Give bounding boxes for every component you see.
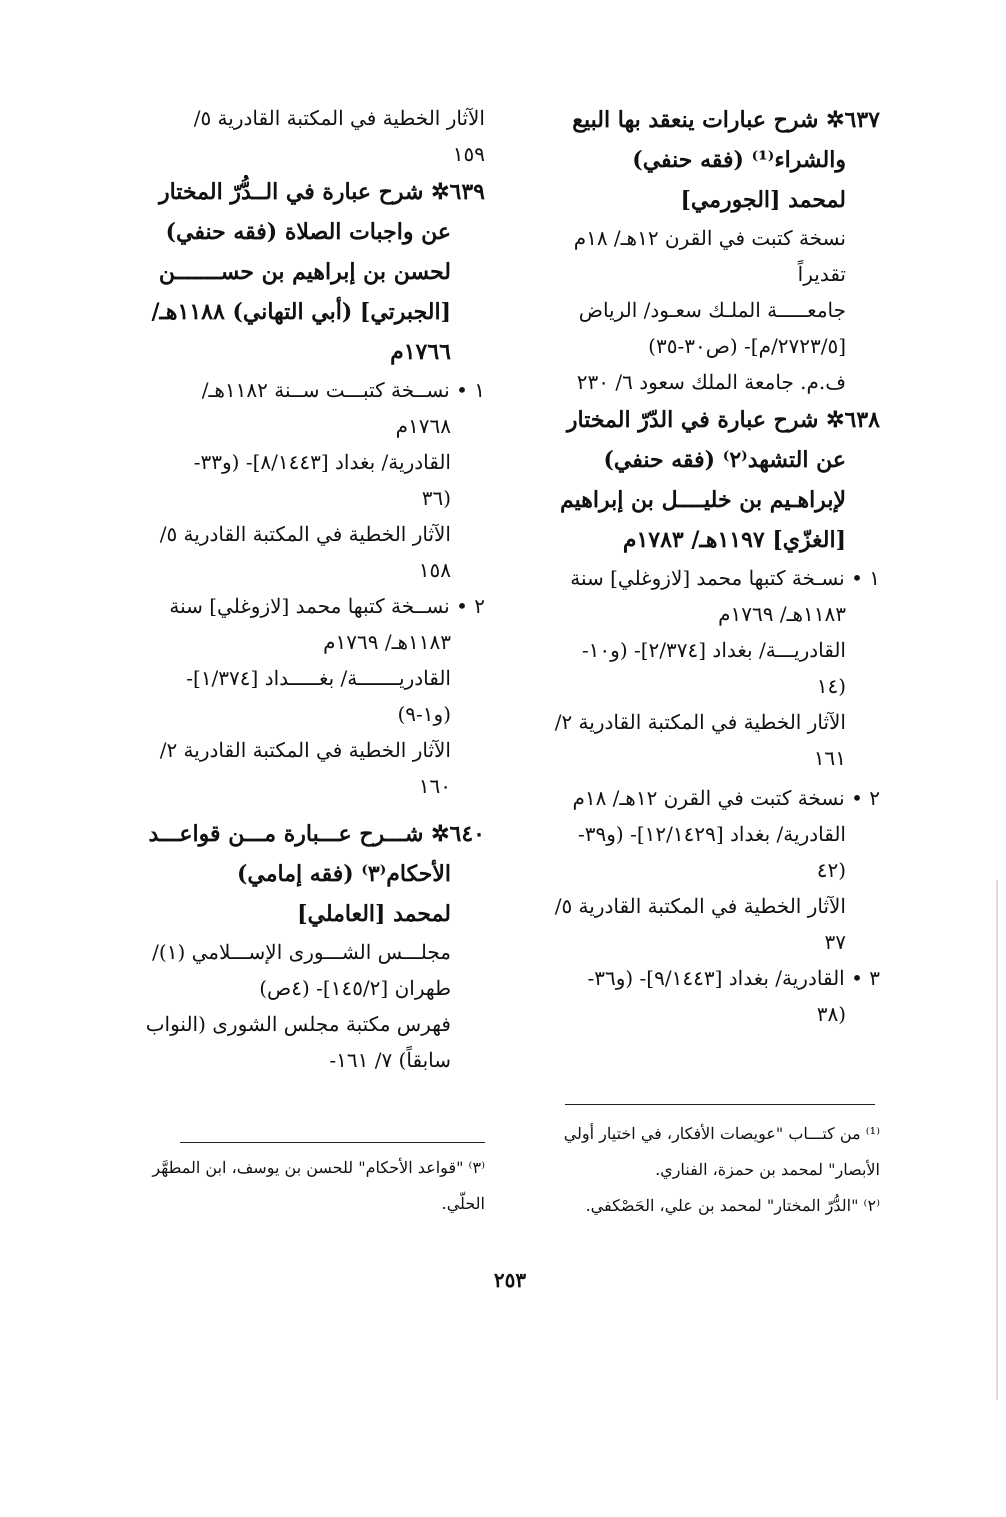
entry-637-detail: ف.م. جامعة الملك سعود ٦/ ٢٣٠ <box>576 370 846 394</box>
entry-638-author: لإبراهـيم بن خليــــل بن إبراهيم <box>560 487 846 513</box>
entry-639 <box>140 172 485 804</box>
entry-637 <box>530 100 880 400</box>
footnote-separator <box>565 1104 875 1105</box>
copy-line: ٢ • نسخة كتبت في القرن ١٢هـ/ ١٨م <box>572 786 880 810</box>
footnote-separator <box>180 1142 485 1143</box>
copy-line: ٣٨) <box>816 1002 846 1026</box>
copy-line: ١ • نســخة كتبـــت ســنة ١١٨٢هـ/ <box>201 378 485 402</box>
entry-638-title: ٦٣٨✲ شرح عبارة في الدّرّ المختار <box>566 407 880 433</box>
entry-638-title-cont: عن التشهد⁽٢⁾ (فقه حنفي) <box>603 447 846 473</box>
copy-detail: القادرية/ بغداد [١٢/١٤٢٩]- (و٣٩- <box>578 822 846 846</box>
copy-detail: ٤٢) <box>816 858 846 882</box>
copy-detail: الآثار الخطية في المكتبة القادرية ٢/ <box>159 738 451 762</box>
entry-640-author: لمحمد [العاملي] <box>297 901 451 927</box>
footnote-3-cont: الحلّي. <box>441 1194 485 1213</box>
entry-637-detail: جامعـــــة الملـك سعـود/ الرياض <box>578 298 846 322</box>
continuation-line: ١٥٩ <box>452 142 485 166</box>
copy-detail: الآثار الخطية في المكتبة القادرية ٥/ <box>159 522 451 546</box>
entry-640-detail: سابقاً) ٧/ ١٦١- <box>329 1048 451 1072</box>
entry-637-title: ٦٣٧✲ شرح عبارات ينعقد بها البيع <box>572 107 880 133</box>
entry-637-detail: نسخة كتبت في القرن ١٢هـ/ ١٨م <box>573 226 846 250</box>
entry-640-title: ٦٤٠✲ شـــرح عـــبارة مـــن قواعـــد <box>148 821 485 847</box>
entry-640-detail: مجلـــس الشـــورى الإســـلامي (١)/ <box>152 940 451 964</box>
entry-639-copy-1 <box>140 372 485 588</box>
entry-638-copy-3 <box>530 960 880 1032</box>
entry-637-detail: تقديراً <box>797 262 846 286</box>
entry-637-author: لمحمد [الجورمي] <box>680 187 846 213</box>
entry-639-author: لحسن بن إبراهيم بن حســـــــن <box>158 259 451 285</box>
copy-detail: ١٦١ <box>813 746 846 770</box>
entry-640 <box>140 814 485 1078</box>
copy-line: ٢ • نســخة كتبها محمد [لازوغلي] سنة <box>169 594 485 618</box>
copy-line: ١١٨٣هـ/ ١٧٦٩م <box>323 630 451 654</box>
copy-detail: القادرية/ بغداد [٨/١٤٤٣]- (و٣٣- <box>193 450 451 474</box>
copy-line: ٣ • القادرية/ بغداد [٩/١٤٤٣]- (و٣٦- <box>587 966 880 990</box>
footnote-3: ⁽٣⁾ "قواعد الأحكام" للحسن بن يوسف، ابن المطهَّر <box>152 1158 485 1177</box>
entry-639-title: ٦٣٩✲ شرح عبارة في الــدُّرّ المختار <box>158 179 485 205</box>
copy-detail: الآثار الخطية في المكتبة القادرية ٥/ <box>554 894 846 918</box>
entry-639-author-cont: [الجبرتي] (أبي التهاني) ١١٨٨هـ/ <box>151 299 451 325</box>
entry-639-title-cont: عن واجبات الصلاة (فقه حنفي) <box>165 219 451 245</box>
entry-639-author-cont: ١٧٦٦م <box>390 339 451 365</box>
copy-detail: القادريـــــــة/ بغـــــداد [١/٣٧٤]- <box>186 666 451 690</box>
copy-detail: ٣٦) <box>421 486 451 510</box>
entry-637-title-cont: والشراء⁽¹⁾ (فقه حنفي) <box>632 147 846 173</box>
copy-line: ١ • نسـخة كتبها محمد [لازوغلي] سنة <box>570 566 880 590</box>
entry-638-author-cont: [الغزّي] ١١٩٧هـ/ ١٧٨٣م <box>622 527 846 553</box>
copy-detail: القادريـــة/ بغداد [٢/٣٧٤]- (و١٠- <box>581 638 846 662</box>
left-footnotes <box>140 1150 485 1222</box>
entry-638-copy-2 <box>530 780 880 960</box>
right-footnotes <box>530 1116 880 1224</box>
footnote-1: ⁽¹⁾ من كتـــاب "عويصات الأفكار، في اختيار أولي <box>563 1124 880 1143</box>
entry-637-detail: [٢٧٢٣/٥/م]- (ص٣٠-٣٥) <box>648 334 846 358</box>
continuation-block <box>140 100 485 172</box>
copy-detail: ١٤) <box>816 674 846 698</box>
copy-line: ١٧٦٨م <box>395 414 451 438</box>
copy-detail: الآثار الخطية في المكتبة القادرية ٢/ <box>554 710 846 734</box>
entry-638-copy-1 <box>530 560 880 776</box>
copy-line: ١١٨٣هـ/ ١٧٦٩م <box>718 602 846 626</box>
right-column <box>530 100 880 1032</box>
footnote-2: ⁽٢⁾ "الدُّرّ المختار" لمحمد بن علي، الحَصْكفي. <box>585 1196 880 1215</box>
footnote-1-cont: الأبصار" لمحمد بن حمزة، الفناري. <box>655 1160 880 1179</box>
continuation-line: الآثار الخطية في المكتبة القادرية ٥/ <box>193 106 485 130</box>
copy-detail: (و١-٩) <box>397 702 451 726</box>
scan-edge-mark <box>996 880 998 1400</box>
left-column <box>140 100 485 1078</box>
entry-640-detail: طهران [١٤٥/٢]- (٤ص) <box>259 976 451 1000</box>
entry-639-copy-2 <box>140 588 485 804</box>
page-number: ٢٥٣ <box>493 1268 527 1292</box>
entry-640-title-cont: الأحكام⁽٣⁾ (فقه إمامي) <box>237 861 451 887</box>
copy-detail: ١٥٨ <box>418 558 451 582</box>
entry-638 <box>530 400 880 1032</box>
entry-640-detail: فهرس مكتبة مجلس الشورى (النواب <box>145 1012 451 1036</box>
copy-detail: ٣٧ <box>824 930 846 954</box>
copy-detail: ١٦٠ <box>418 774 451 798</box>
